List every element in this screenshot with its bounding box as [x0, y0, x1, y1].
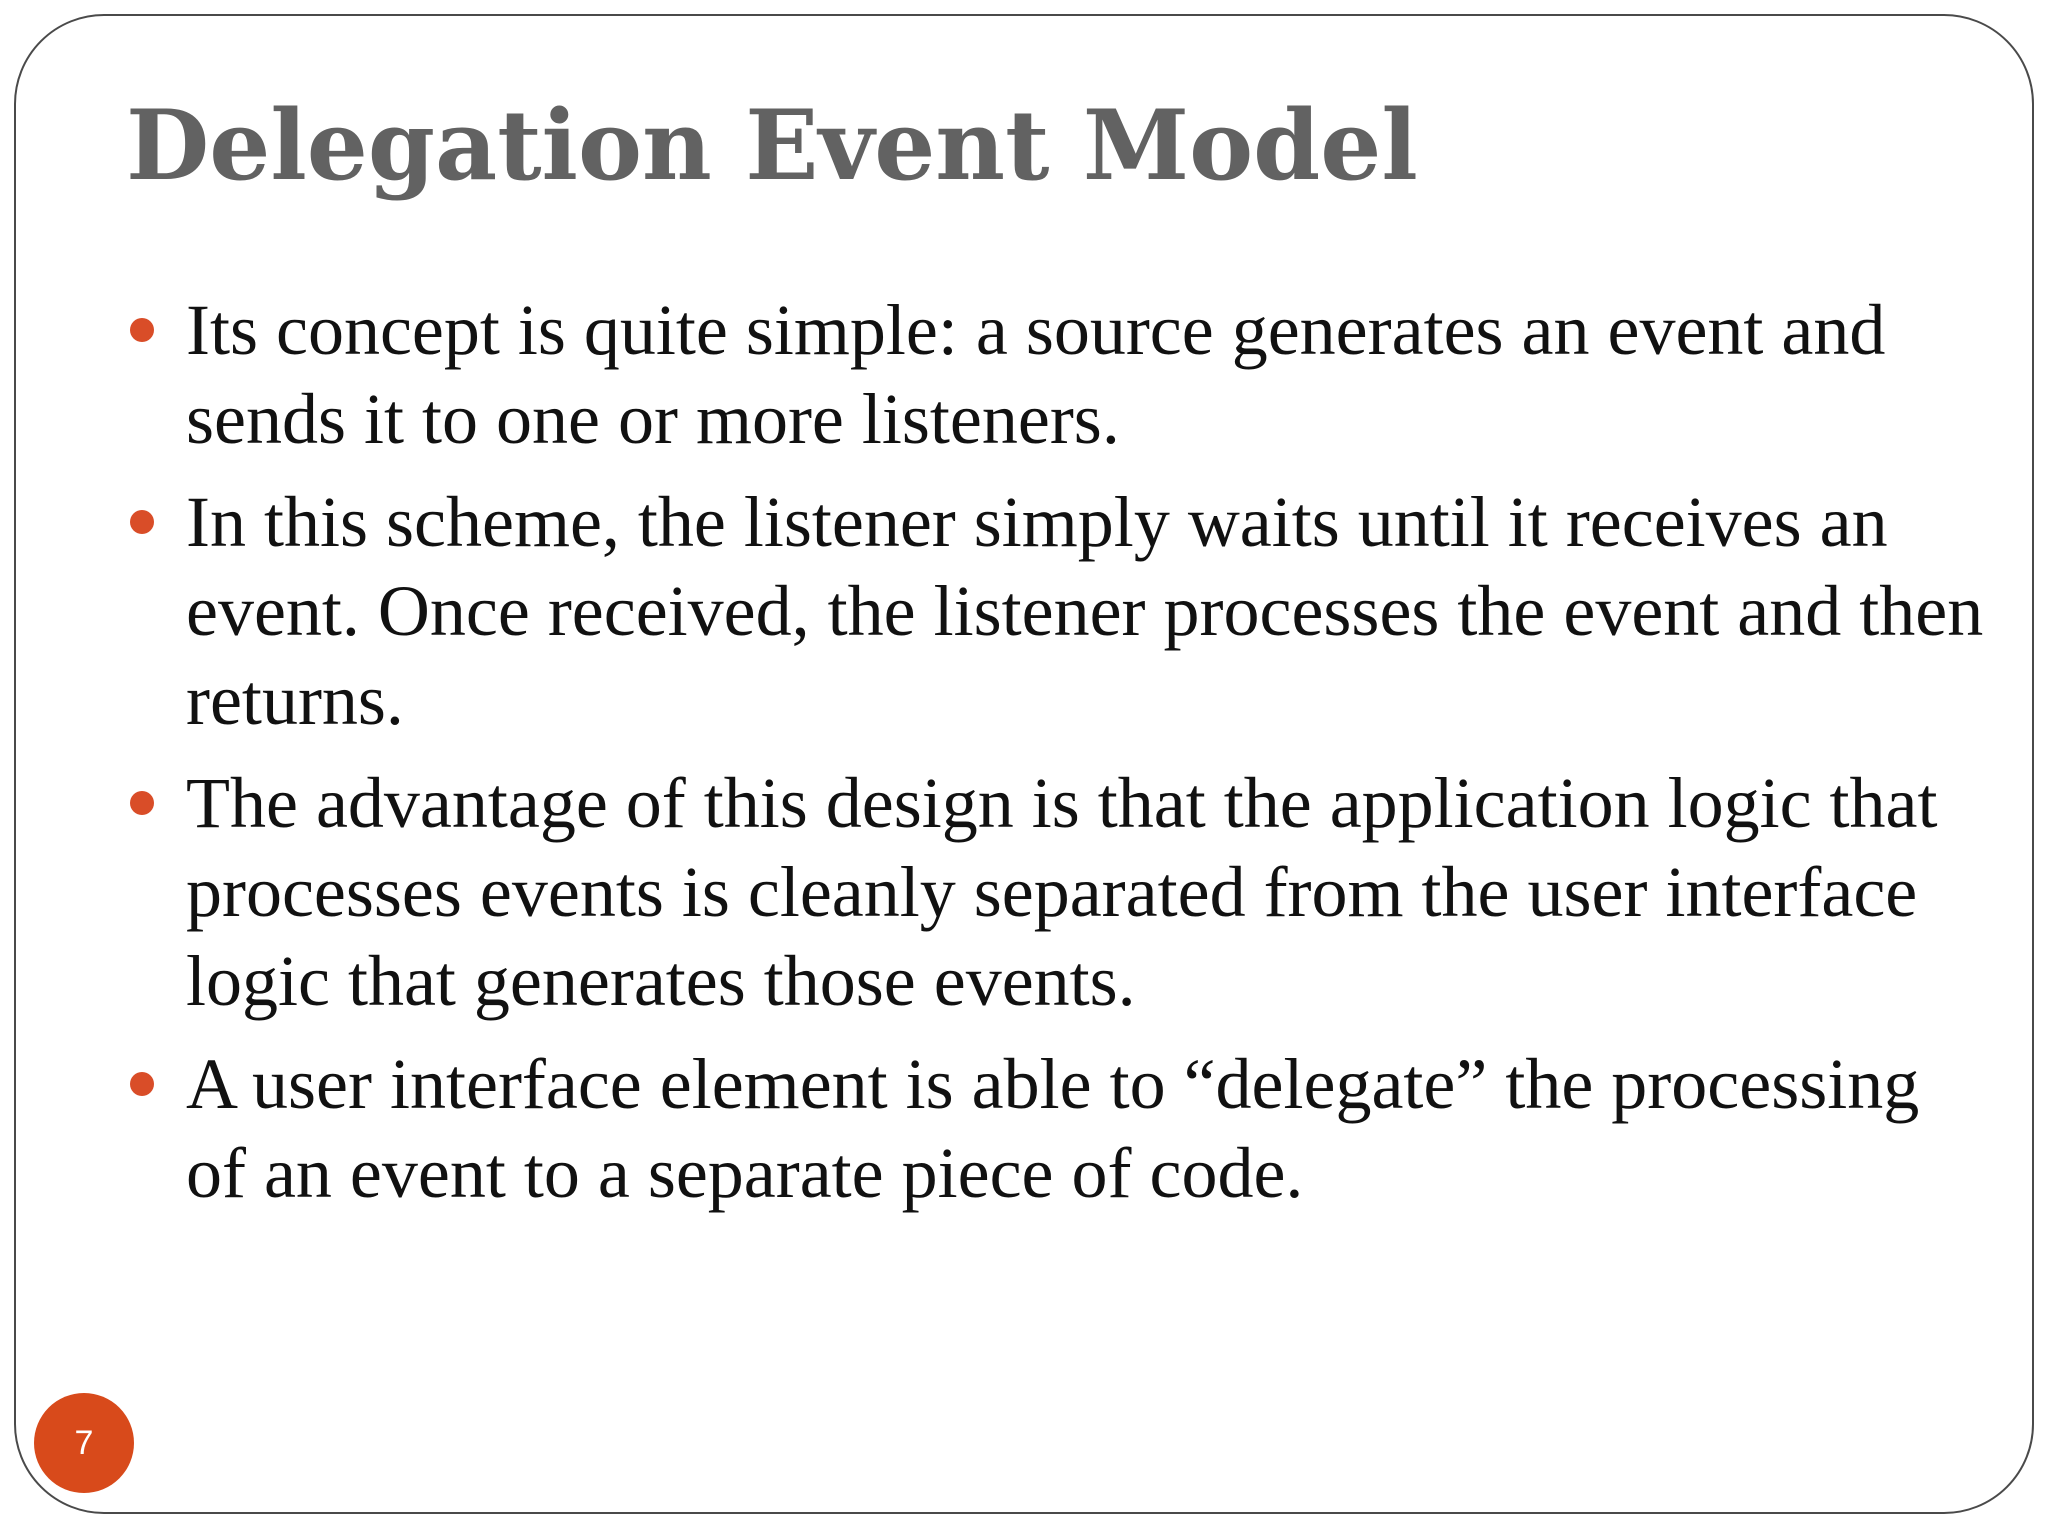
bullet-text: The advantage of this design is that the application logic that processes events is cleanly separated from the user interface logic that generates those events. — [186, 763, 1938, 1021]
bullet-dot-icon — [130, 791, 154, 815]
bullet-item — [128, 286, 1988, 464]
bullet-text: A user interface element is able to “delegate” the processing of an event to a separate piece of code. — [186, 1044, 1920, 1213]
page-number-badge: 7 — [34, 1393, 134, 1493]
bullet-text: In this scheme, the listener simply waits until it receives an event. Once received, the listener processes the event and then returns. — [186, 482, 1984, 740]
slide-title: Delegation Event Model — [126, 89, 1418, 202]
bullet-item — [128, 759, 1988, 1026]
bullet-item — [128, 478, 1988, 745]
bullet-dot-icon — [130, 510, 154, 534]
bullet-dot-icon — [130, 318, 154, 342]
bullet-text: Its concept is quite simple: a source generates an event and sends it to one or more listeners. — [186, 290, 1886, 459]
bullet-list — [128, 286, 1988, 1232]
bullet-dot-icon — [130, 1072, 154, 1096]
bullet-item — [128, 1040, 1988, 1218]
